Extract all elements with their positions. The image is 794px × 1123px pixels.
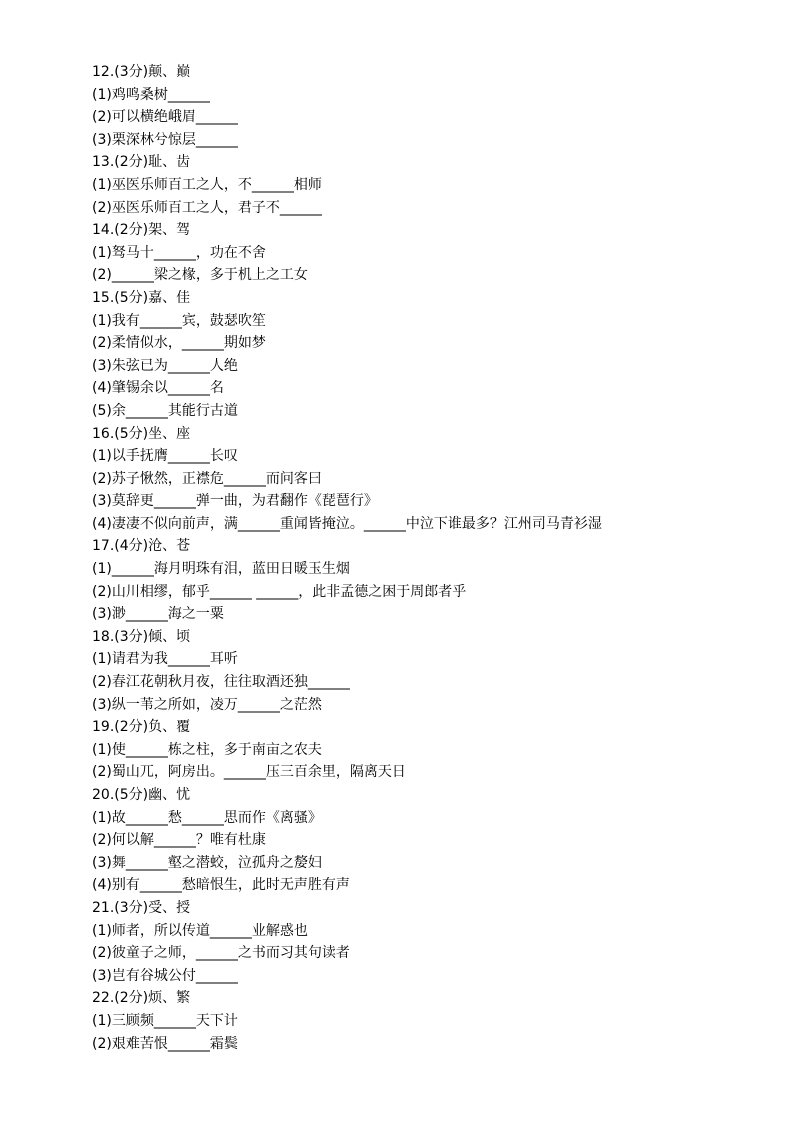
question-heading-22: 22.(2分)烦、繁 — [92, 990, 191, 1007]
question-item: (2)蜀山兀，阿房出。______压三百余里，隔离天日 — [92, 764, 406, 781]
question-item: (2)艰难苦恨______霜鬓 — [92, 1035, 238, 1052]
question-item: (5)余______其能行古道 — [92, 402, 238, 419]
question-item: (2)可以横绝峨眉______ — [92, 109, 238, 126]
question-heading-20: 20.(5分)幽、忧 — [92, 787, 191, 803]
question-item: (2)山川相缪，郁乎______ ______，此非孟德之困于周郎者乎 — [92, 583, 467, 600]
question-heading-19: 19.(2分)负、覆 — [92, 719, 191, 736]
question-item: (2)苏子愀然，正襟危______而问客曰 — [92, 470, 322, 487]
question-item: (2)何以解______？唯有杜康 — [92, 832, 266, 849]
question-item: (1)巫医乐师百工之人，不______相师 — [92, 176, 322, 193]
question-item: (3)纵一苇之所如，凌万______之茫然 — [92, 696, 322, 713]
question-item: (3)舞______壑之潜蛟，泣孤舟之嫠妇 — [92, 854, 322, 871]
question-item: (3)莫辞更______弹一曲，为君翻作《琵琶行》 — [92, 493, 378, 510]
question-item: (1)______海月明珠有泪，蓝田日暖玉生烟 — [92, 561, 350, 578]
question-item: (1)鸡鸣桑树______ — [92, 86, 210, 103]
question-heading-21: 21.(3分)受、授 — [92, 899, 191, 916]
question-item: (2)春江花朝秋月夜，往往取酒还独______ — [92, 674, 350, 691]
question-item: (2)彼童子之师，______之书而习其句读者 — [92, 945, 350, 962]
question-item: (1)我有______宾，鼓瑟吹笙 — [92, 312, 266, 329]
question-item: (2)柔情似水，______期如梦 — [92, 335, 266, 352]
question-item: (4)肇锡余以______名 — [92, 380, 224, 397]
question-item: (1)三顾频______天下计 — [92, 1012, 238, 1029]
question-item: (3)朱弦已为______人绝 — [92, 357, 238, 374]
question-list — [92, 61, 752, 1055]
question-item: (1)使______栋之柱，多于南亩之农夫 — [92, 741, 322, 758]
question-item: (4)凄凄不似向前声，满______重闻皆掩泣。______中泣下谁最多？江州司马青衫湿 — [92, 515, 602, 532]
question-item: (3)栗深林兮惊层______ — [92, 131, 238, 148]
question-item: (1)以手抚膺______长叹 — [92, 448, 238, 465]
question-item: (2)______梁之椽，多于机上之工女 — [92, 267, 308, 284]
question-item: (1)师者，所以传道______业解惑也 — [92, 922, 308, 939]
question-item: (2)巫医乐师百工之人，君子不______ — [92, 199, 322, 216]
question-heading-14: 14.(2分)架、驾 — [92, 222, 191, 239]
question-item: (3)岂有谷城公付______ — [92, 967, 238, 984]
question-item: (1)驽马十______，功在不舍 — [92, 244, 266, 261]
question-heading-12: 12.(3分)颠、巅 — [92, 64, 191, 80]
question-heading-17: 17.(4分)沧、苍 — [92, 538, 191, 555]
question-heading-18: 18.(3分)倾、顷 — [92, 628, 191, 645]
question-heading-16: 16.(5分)坐、座 — [92, 425, 191, 442]
question-item: (4)别有______愁暗恨生，此时无声胜有声 — [92, 877, 350, 894]
question-item: (1)请君为我______耳听 — [92, 651, 238, 668]
question-heading-15: 15.(5分)嘉、佳 — [92, 289, 191, 306]
question-item: (1)故______愁______思而作《离骚》 — [92, 809, 322, 826]
question-heading-13: 13.(2分)耻、齿 — [92, 154, 191, 171]
question-item: (3)渺______海之一粟 — [92, 606, 224, 623]
